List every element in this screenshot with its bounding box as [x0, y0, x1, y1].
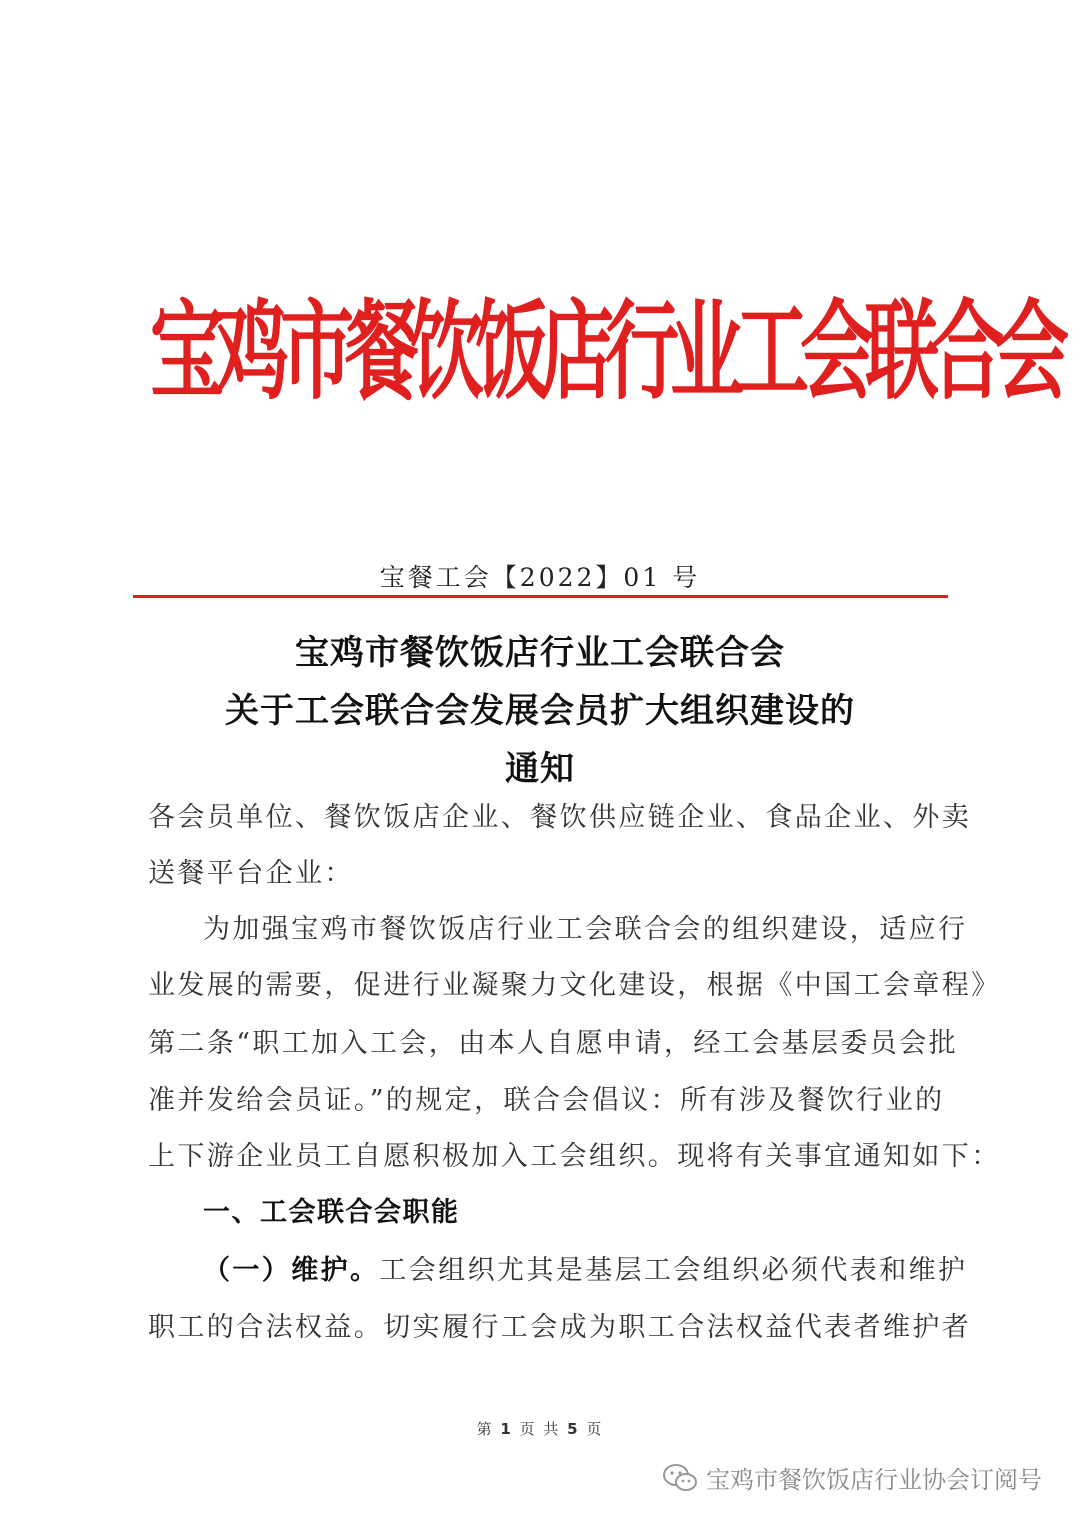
page-prefix: 第 — [476, 1420, 494, 1438]
item-1-lead: （一）维护。 — [203, 1255, 380, 1286]
wechat-icon — [662, 1463, 698, 1493]
red-divider — [133, 595, 948, 598]
page-middle: 页 共 — [519, 1420, 561, 1438]
masthead-title: 宝鸡市餐饮饭店行业工会联合会 — [150, 289, 1060, 415]
item-1-line-2: 职工的合法权益。切实履行工会成为职工合法权益代表者维护者 — [148, 1312, 972, 1343]
item-1-line-1 — [203, 1251, 1003, 1291]
page-current: 1 — [500, 1420, 513, 1438]
page-suffix: 页 — [586, 1420, 604, 1438]
paragraph-1-line-3: 第二条“职工加入工会，由本人自愿申请，经工会基层委员会批 — [148, 1028, 959, 1059]
notice-title-line-1: 宝鸡市餐饮饭店行业工会联合会 — [295, 633, 785, 673]
addressee-line-1: 各会员单位、餐饮饭店企业、餐饮供应链企业、食品企业、外卖 — [148, 802, 972, 833]
paragraph-1-line-1: 为加强宝鸡市餐饮饭店行业工会联合会的组织建设，适应行 — [203, 914, 968, 945]
document-number: 宝餐工会【2022】01 号 — [379, 563, 701, 592]
notice-title-line-2: 关于工会联合会发展会员扩大组织建设的 — [225, 691, 855, 731]
addressee-line-2: 送餐平台企业： — [148, 858, 354, 889]
page-total: 5 — [567, 1420, 580, 1438]
item-1-line-1-text: 工会组织尤其是基层工会组织必须代表和维护 — [379, 1255, 968, 1286]
paragraph-1-line-4: 准并发给会员证。”的规定，联合会倡议：所有涉及餐饮行业的 — [148, 1085, 945, 1116]
wechat-watermark — [662, 1460, 1042, 1495]
page-number — [0, 1418, 1080, 1439]
paragraph-1-line-5: 上下游企业员工自愿积极加入工会组织。现将有关事宜通知如下： — [148, 1141, 1001, 1172]
watermark-text: 宝鸡市餐饮饭店行业协会订阅号 — [706, 1466, 1042, 1494]
section-1-heading: 一、工会联合会职能 — [203, 1197, 460, 1228]
paragraph-1-line-2: 业发展的需要，促进行业凝聚力文化建设，根据《中国工会章程》 — [148, 970, 1001, 1001]
notice-title-line-3: 通知 — [505, 749, 575, 789]
